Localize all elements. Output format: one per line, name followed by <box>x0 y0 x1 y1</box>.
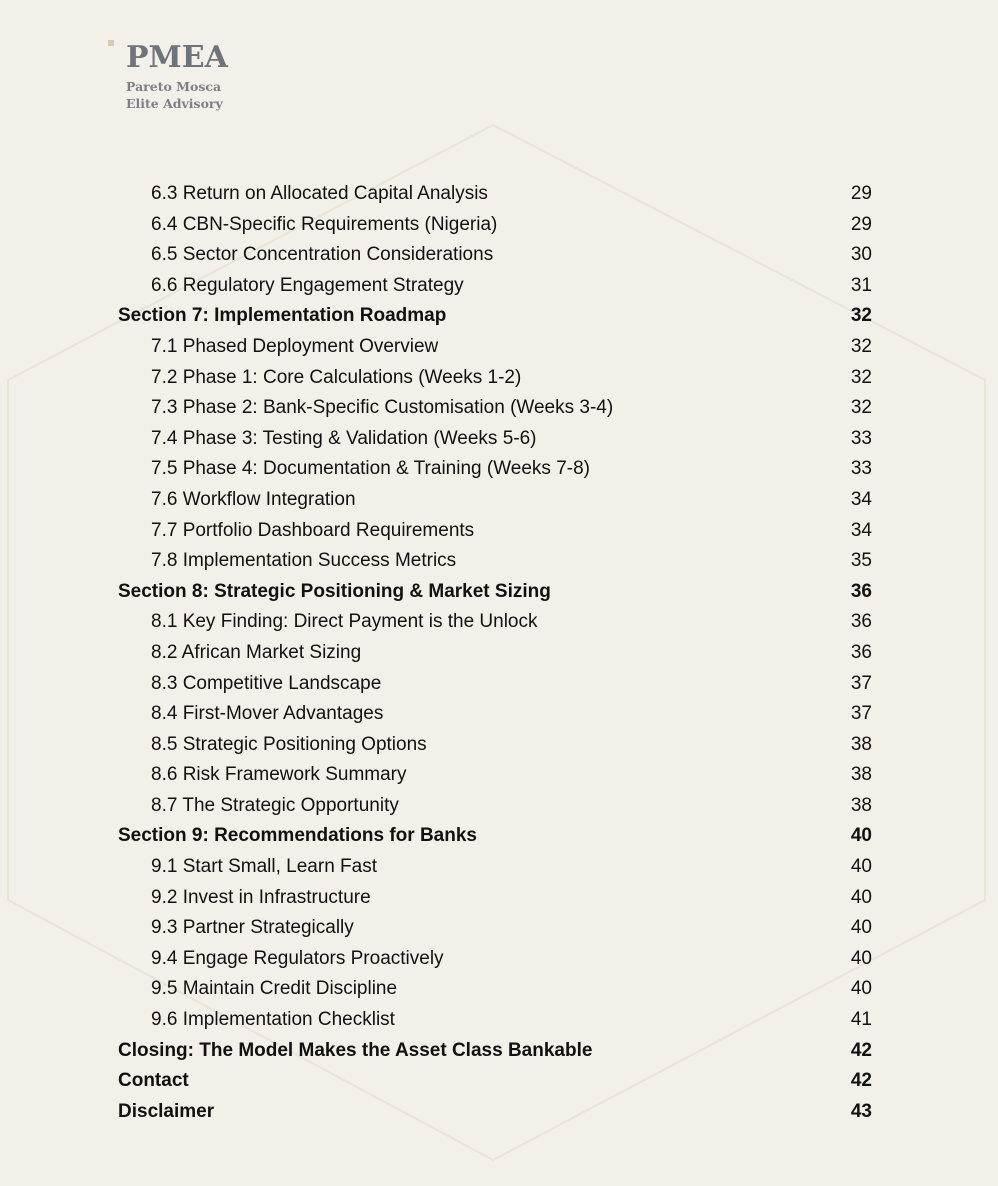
toc-entry-title: 6.4 CBN-Specific Requirements (Nigeria) <box>151 213 498 235</box>
toc-entry-page: 35 <box>850 550 872 572</box>
toc-entry-title: Disclaimer <box>118 1100 215 1122</box>
toc-entry-title: 7.7 Portfolio Dashboard Requirements <box>151 519 475 541</box>
toc-entry-title: 8.1 Key Finding: Direct Payment is the Unlock <box>151 611 538 633</box>
toc-entry[interactable] <box>118 730 872 761</box>
toc-entry[interactable] <box>118 516 872 547</box>
toc-entry-title: Section 8: Strategic Positioning & Market Sizing <box>118 580 551 602</box>
toc-entry[interactable] <box>118 271 872 302</box>
toc-entry[interactable] <box>118 210 872 241</box>
logo-subtitle <box>126 78 223 112</box>
toc-entry[interactable] <box>118 852 872 883</box>
toc-entry-title: 8.5 Strategic Positioning Options <box>151 733 427 755</box>
toc-entry[interactable] <box>118 699 872 730</box>
toc-entry-title: 6.3 Return on Allocated Capital Analysis <box>151 183 488 204</box>
toc-entry[interactable] <box>118 485 872 516</box>
toc-entry[interactable] <box>118 913 872 944</box>
toc-entry[interactable] <box>118 1097 872 1128</box>
toc-entry-page: 40 <box>850 825 872 847</box>
toc-entry-title: Section 9: Recommendations for Banks <box>118 825 477 847</box>
toc-entry[interactable] <box>118 424 872 455</box>
toc-entry-page: 40 <box>850 947 872 969</box>
toc-entry-title: 9.4 Engage Regulators Proactively <box>151 947 444 969</box>
toc-entry[interactable] <box>118 974 872 1005</box>
toc-entry[interactable] <box>118 577 872 608</box>
toc-entry-title: 9.2 Invest in Infrastructure <box>151 886 371 908</box>
toc-entry-page: 40 <box>850 978 872 1000</box>
toc-entry[interactable] <box>118 669 872 700</box>
toc-entry-title: 8.6 Risk Framework Summary <box>151 764 407 786</box>
toc-entry-page: 34 <box>850 519 872 541</box>
logo-line-1: Pareto Mosca <box>126 79 222 94</box>
toc-entry-page: 32 <box>850 335 872 357</box>
toc-entry-title: 9.6 Implementation Checklist <box>151 1009 395 1031</box>
toc-entry-page: 41 <box>850 1009 872 1031</box>
toc-entry-page: 32 <box>850 305 872 327</box>
toc-entry-title: 9.1 Start Small, Learn Fast <box>151 856 377 878</box>
toc-entry[interactable] <box>118 760 872 791</box>
toc-entry-title: 7.6 Workflow Integration <box>151 488 356 510</box>
toc-entry-title: Section 7: Implementation Roadmap <box>118 305 447 327</box>
toc-entry[interactable] <box>118 821 872 852</box>
toc-entry-page: 29 <box>850 183 872 204</box>
table-of-contents <box>118 179 872 1127</box>
toc-entry-page: 29 <box>850 213 872 235</box>
toc-entry-title: 6.5 Sector Concentration Considerations <box>151 244 494 266</box>
toc-entry-title: 8.3 Competitive Landscape <box>151 672 382 694</box>
toc-entry-page: 37 <box>850 672 872 694</box>
toc-entry[interactable] <box>118 393 872 424</box>
toc-entry-title: 8.2 African Market Sizing <box>151 641 362 663</box>
toc-entry-page: 30 <box>850 244 872 266</box>
toc-entry-title: Closing: The Model Makes the Asset Class Bankable <box>118 1039 593 1061</box>
toc-entry[interactable] <box>118 1005 872 1036</box>
toc-entry-page: 31 <box>850 274 872 296</box>
toc-entry[interactable] <box>118 791 872 822</box>
toc-entry-title: Contact <box>118 1070 189 1092</box>
toc-entry-title: 7.3 Phase 2: Bank-Specific Customisation (Weeks 3-4) <box>151 397 614 419</box>
toc-entry[interactable] <box>118 301 872 332</box>
toc-entry-page: 32 <box>850 397 872 419</box>
toc-entry[interactable] <box>118 179 872 210</box>
toc-entry[interactable] <box>118 1036 872 1067</box>
toc-entry-page: 33 <box>850 427 872 449</box>
toc-entry[interactable] <box>118 454 872 485</box>
toc-entry-page: 36 <box>850 641 872 663</box>
logo-square-icon <box>108 40 114 46</box>
toc-entry-page: 34 <box>850 488 872 510</box>
toc-entry-page: 38 <box>850 733 872 755</box>
toc-entry-page: 40 <box>850 856 872 878</box>
toc-entry[interactable] <box>118 944 872 975</box>
toc-entry[interactable] <box>118 332 872 363</box>
toc-entry-page: 37 <box>850 703 872 725</box>
toc-entry-title: 8.4 First-Mover Advantages <box>151 703 384 725</box>
toc-entry-page: 33 <box>850 458 872 480</box>
toc-entry[interactable] <box>118 546 872 577</box>
toc-entry-title: 6.6 Regulatory Engagement Strategy <box>151 274 464 296</box>
toc-entry-title: 7.8 Implementation Success Metrics <box>151 550 457 572</box>
toc-entry-page: 40 <box>850 917 872 939</box>
toc-entry-page: 32 <box>850 366 872 388</box>
toc-entry[interactable] <box>118 1066 872 1097</box>
toc-entry-page: 38 <box>850 764 872 786</box>
toc-entry-page: 40 <box>850 886 872 908</box>
toc-entry[interactable] <box>118 638 872 669</box>
toc-entry-title: 7.4 Phase 3: Testing & Validation (Weeks 5-6) <box>151 427 537 449</box>
logo-mark: PMEA <box>126 40 228 75</box>
toc-entry-title: 7.1 Phased Deployment Overview <box>151 335 439 357</box>
logo-line-2: Elite Advisory <box>126 96 223 111</box>
toc-entry[interactable] <box>118 883 872 914</box>
toc-entry-page: 36 <box>850 611 872 633</box>
toc-entry-title: 9.5 Maintain Credit Discipline <box>151 978 398 1000</box>
toc-entry-page: 36 <box>850 580 872 602</box>
toc-entry-title: 7.2 Phase 1: Core Calculations (Weeks 1-2) <box>151 366 522 388</box>
toc-entry-title: 9.3 Partner Strategically <box>151 917 354 939</box>
toc-entry-title: 7.5 Phase 4: Documentation & Training (Weeks 7-8) <box>151 458 590 480</box>
toc-entry[interactable] <box>118 240 872 271</box>
toc-entry-page: 42 <box>850 1070 872 1092</box>
toc-entry-page: 38 <box>850 794 872 816</box>
toc-entry-page: 43 <box>850 1100 872 1122</box>
toc-entry-title: 8.7 The Strategic Opportunity <box>151 794 399 816</box>
toc-entry[interactable] <box>118 363 872 394</box>
toc-entry[interactable] <box>118 607 872 638</box>
toc-entry-page: 42 <box>850 1039 872 1061</box>
